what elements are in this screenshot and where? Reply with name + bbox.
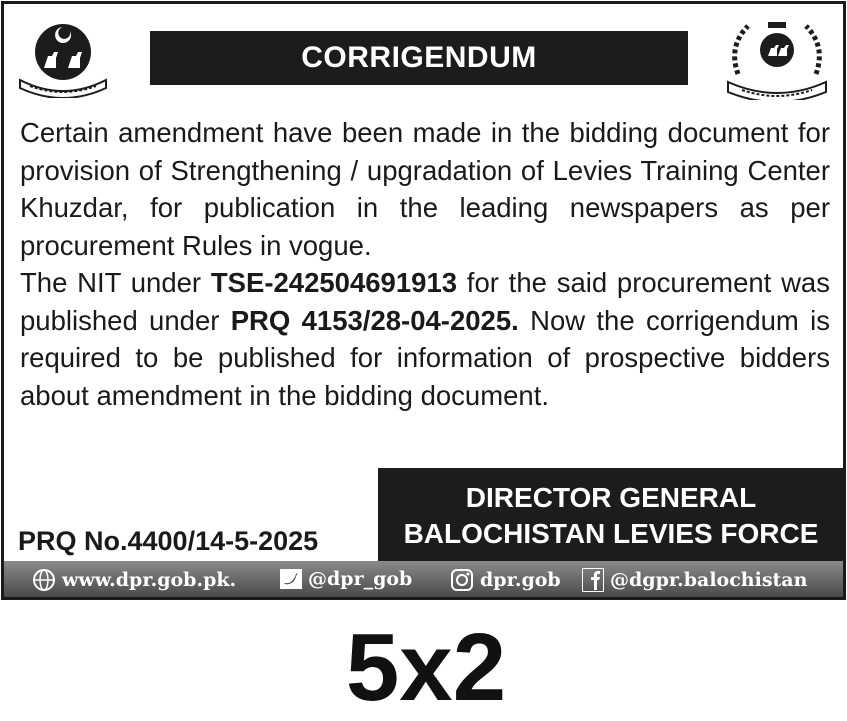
footer-facebook[interactable] xyxy=(582,568,807,592)
facebook-icon xyxy=(582,568,604,592)
prq-reference: PRQ 4153/28-04-2025. xyxy=(230,304,519,336)
footer-website[interactable] xyxy=(32,568,236,592)
paragraph-nit-details: The NIT under TSE-242504691913 for the said procurement was published under PRQ 4153/28-04-2025. Now the corrigendum is required to be published for information of prospective bidders about amendment in the bidding document. xyxy=(20,267,831,411)
prq-number: PRQ No.4400/14-5-2025 xyxy=(18,526,319,556)
tse-number: TSE-242504691913 xyxy=(210,267,458,298)
corrigendum-notice xyxy=(1,1,846,600)
government-emblem-logo xyxy=(16,18,110,98)
instagram-handle[interactable]: dpr.gob xyxy=(480,569,561,591)
ad-size-label: 5x2 xyxy=(345,614,507,721)
twitter-icon xyxy=(280,569,302,589)
footer-twitter[interactable] xyxy=(280,568,412,590)
footer-bar xyxy=(4,561,843,597)
page-title: CORRIGENDUM xyxy=(150,31,688,85)
facebook-handle[interactable]: @dgpr.balochistan xyxy=(610,569,808,591)
signature-organization: BALOCHISTAN LEVIES FORCE xyxy=(403,518,819,549)
twitter-handle[interactable]: @dpr_gob xyxy=(308,568,413,590)
notice-body xyxy=(20,114,830,414)
instagram-icon xyxy=(450,568,474,592)
signature-title: DIRECTOR GENERAL xyxy=(465,482,757,513)
footer-instagram[interactable] xyxy=(450,568,561,592)
globe-icon xyxy=(32,568,56,592)
paragraph-amendment: Certain amendment have been made in the bidding document for provision of Strengthening / upgradation of Levies Training Center Khuzdar, for publication in the leading newspapers as per procurement Rules in vogue. xyxy=(20,117,830,261)
website-link[interactable]: www.dpr.gob.pk. xyxy=(62,569,237,591)
dgpr-emblem-logo xyxy=(718,16,836,100)
signature-block xyxy=(378,468,844,564)
